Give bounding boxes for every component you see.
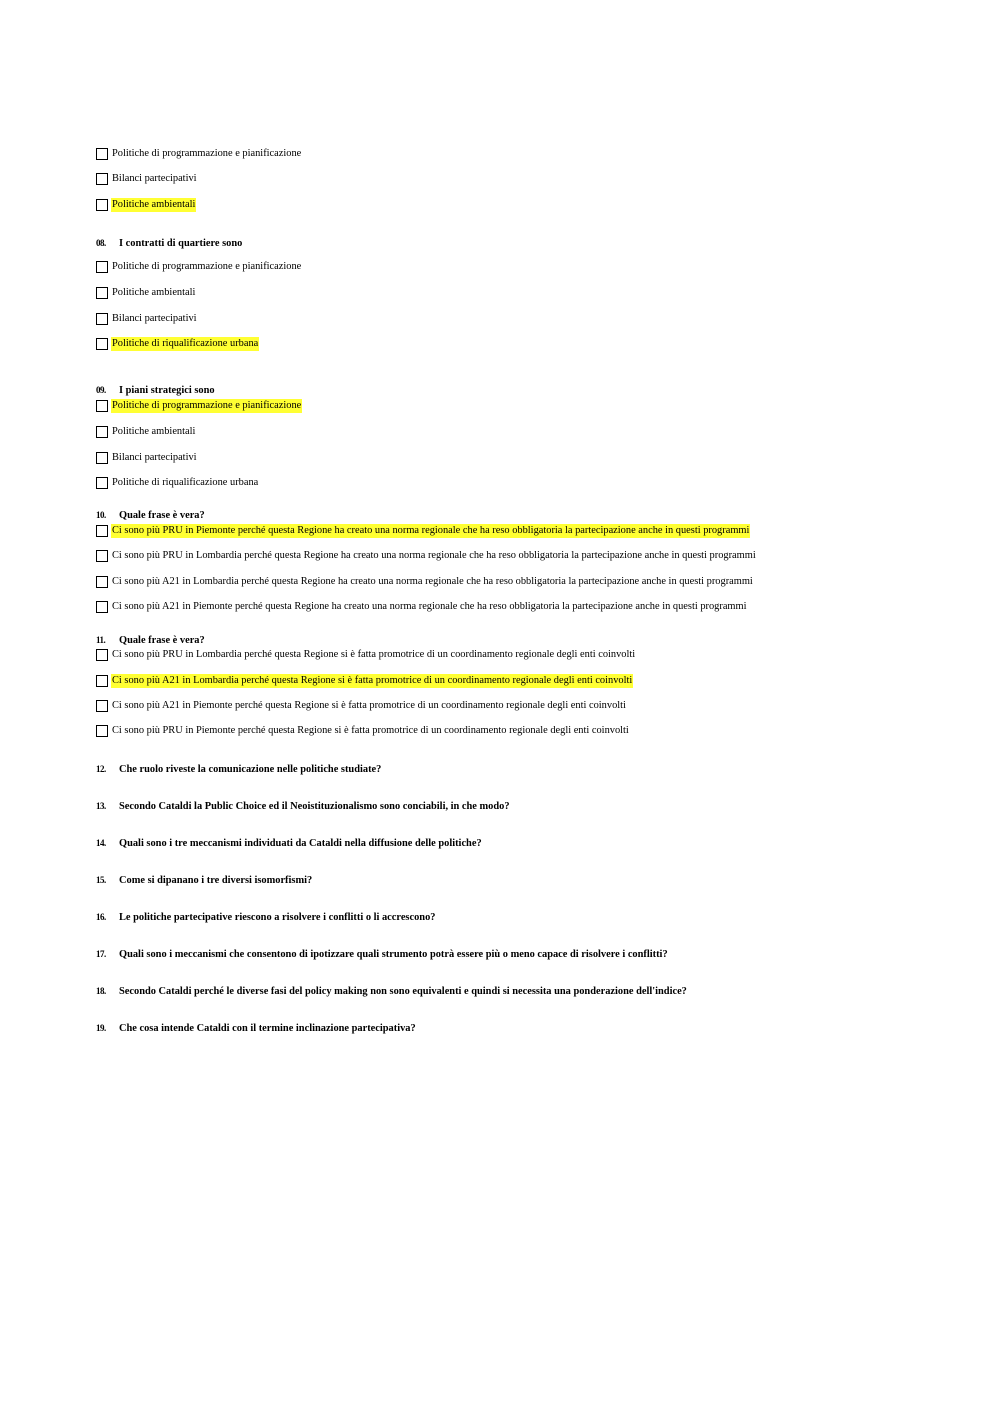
option-label-highlighted: Ci sono più PRU in Piemonte perché questa Regione ha creato una norma regionale che ha reso obbligatoria la partecipazione anche in questi programmi	[112, 525, 750, 536]
question-heading	[96, 236, 242, 250]
open-question	[96, 1021, 416, 1035]
option-item[interactable]	[96, 259, 302, 275]
question-heading	[96, 508, 205, 522]
checkbox[interactable]	[96, 452, 108, 464]
question-text: Le politiche partecipative riescono a risolvere i conflitti o li accrescono?	[119, 911, 436, 923]
option-label: Politiche ambientali	[112, 426, 196, 437]
question-number: 14.	[96, 838, 106, 848]
option-label: Ci sono più A21 in Piemonte perché questa Regione ha creato una norma regionale che ha reso obbligatoria la partecipazione anche in questi programmi	[112, 601, 747, 612]
option-item[interactable]	[96, 723, 630, 739]
open-question	[96, 799, 510, 813]
checkbox[interactable]	[96, 675, 108, 687]
checkbox[interactable]	[96, 550, 108, 562]
checkbox[interactable]	[96, 477, 108, 489]
checkbox[interactable]	[96, 725, 108, 737]
checkbox[interactable]	[96, 400, 108, 412]
question-text: Quale frase è vera?	[119, 509, 205, 521]
question-text: Quale frase è vera?	[119, 634, 205, 646]
option-label: Ci sono più A21 in Piemonte perché questa Regione si è fatta promotrice di un coordinamento regionale degli enti coinvolti	[112, 700, 626, 711]
question-number: 09.	[96, 385, 106, 395]
checkbox[interactable]	[96, 700, 108, 712]
option-label: Ci sono più A21 in Lombardia perché questa Regione ha creato una norma regionale che ha reso obbligatoria la partecipazione anche in questi programmi	[112, 576, 753, 587]
option-label-highlighted: Politiche di riqualificazione urbana	[112, 338, 259, 349]
option-label: Ci sono più PRU in Lombardia perché questa Regione ha creato una norma regionale che ha reso obbligatoria la partecipazione anche in questi programmi	[112, 550, 756, 561]
question-heading	[96, 633, 205, 647]
option-item[interactable]	[96, 574, 754, 590]
option-label: Ci sono più PRU in Lombardia perché questa Regione si è fatta promotrice di un coordinamento regionale degli enti coinvolti	[112, 649, 636, 660]
checkbox[interactable]	[96, 576, 108, 588]
checkbox[interactable]	[96, 649, 108, 661]
option-item[interactable]	[96, 698, 627, 714]
question-number: 16.	[96, 912, 106, 922]
option-label: Bilanci partecipativi	[112, 313, 197, 324]
option-item[interactable]	[96, 311, 198, 327]
question-text: Che cosa intende Cataldi con il termine inclinazione partecipativa?	[119, 1022, 416, 1034]
question-text: I contratti di quartiere sono	[119, 237, 243, 249]
checkbox[interactable]	[96, 261, 108, 273]
checkbox[interactable]	[96, 601, 108, 613]
option-label: Bilanci partecipativi	[112, 452, 197, 463]
checkbox[interactable]	[96, 199, 108, 211]
option-label-highlighted: Politiche di programmazione e pianificazione	[112, 400, 302, 411]
option-item[interactable]	[96, 398, 302, 414]
question-number: 12.	[96, 764, 106, 774]
question-text: Secondo Cataldi perché le diverse fasi del policy making non sono equivalenti e quindi si necessita una ponderazione dell'indice?	[119, 985, 687, 997]
option-item[interactable]	[96, 285, 196, 301]
question-number: 17.	[96, 949, 106, 959]
option-label: Politiche di riqualificazione urbana	[112, 477, 259, 488]
checkbox[interactable]	[96, 338, 108, 350]
checkbox[interactable]	[96, 287, 108, 299]
option-item[interactable]	[96, 548, 757, 564]
checkbox[interactable]	[96, 525, 108, 537]
question-text: Quali sono i tre meccanismi individuati da Cataldi nella diffusione delle politiche?	[119, 837, 482, 849]
question-number: 18.	[96, 986, 106, 996]
option-item[interactable]	[96, 197, 196, 213]
question-text: Come si dipanano i tre diversi isomorfismi?	[119, 874, 313, 886]
open-question	[96, 984, 687, 998]
checkbox[interactable]	[96, 173, 108, 185]
open-question	[96, 910, 435, 924]
question-text: Che ruolo riveste la comunicazione nelle politiche studiate?	[119, 763, 382, 775]
question-number: 19.	[96, 1023, 106, 1033]
question-text: Secondo Cataldi la Public Choice ed il Neoistituzionalismo sono conciabili, in che modo?	[119, 800, 510, 812]
checkbox[interactable]	[96, 426, 108, 438]
option-label: Ci sono più PRU in Piemonte perché questa Regione si è fatta promotrice di un coordinamento regionale degli enti coinvolti	[112, 725, 629, 736]
option-label: Politiche ambientali	[112, 287, 196, 298]
option-item[interactable]	[96, 171, 198, 187]
question-number: 11.	[96, 635, 106, 645]
option-item[interactable]	[96, 647, 636, 663]
open-question	[96, 762, 381, 776]
question-number: 15.	[96, 875, 106, 885]
option-label-highlighted: Politiche ambientali	[112, 199, 196, 210]
option-item[interactable]	[96, 599, 747, 615]
question-heading	[96, 383, 215, 397]
question-number: 13.	[96, 801, 106, 811]
open-question	[96, 836, 482, 850]
option-item[interactable]	[96, 146, 302, 162]
open-question	[96, 873, 312, 887]
option-item[interactable]	[96, 673, 633, 689]
option-label: Politiche di programmazione e pianificazione	[112, 261, 302, 272]
checkbox[interactable]	[96, 313, 108, 325]
checkbox[interactable]	[96, 148, 108, 160]
question-number: 08.	[96, 238, 106, 248]
question-text: I piani strategici sono	[119, 384, 215, 396]
open-question	[96, 947, 668, 961]
option-label-highlighted: Ci sono più A21 in Lombardia perché questa Regione si è fatta promotrice di un coordinamento regionale degli enti coinvolti	[112, 675, 633, 686]
option-item[interactable]	[96, 424, 196, 440]
option-label: Bilanci partecipativi	[112, 173, 197, 184]
question-text: Quali sono i meccanismi che consentono di ipotizzare quali strumento potrà essere più o meno capace di risolvere i conflitti?	[119, 948, 668, 960]
option-label: Politiche di programmazione e pianificazione	[112, 148, 302, 159]
option-item[interactable]	[96, 336, 259, 352]
option-item[interactable]	[96, 450, 198, 466]
question-number: 10.	[96, 510, 106, 520]
option-item[interactable]	[96, 475, 259, 491]
option-item[interactable]	[96, 523, 750, 539]
